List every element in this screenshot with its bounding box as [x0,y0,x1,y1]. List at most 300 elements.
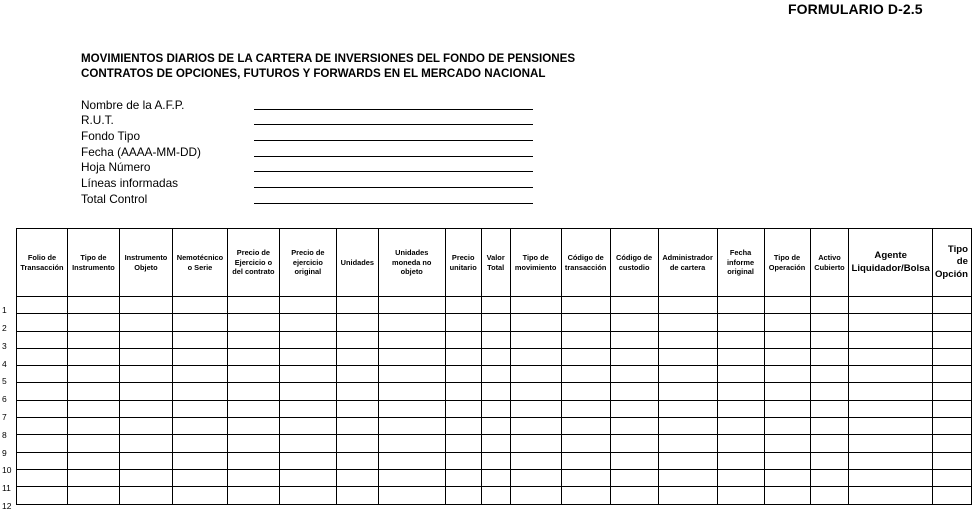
table-cell[interactable] [764,452,810,469]
table-cell[interactable] [227,348,279,365]
row-number: 7 [2,412,7,423]
table-cell[interactable] [510,452,561,469]
table-cell[interactable] [810,435,849,452]
column-header: Precio unitario [445,229,481,297]
table-cell[interactable] [849,418,932,435]
table-cell[interactable] [336,314,378,331]
table-cell[interactable] [279,469,336,486]
column-header: Tipo de movimiento [510,229,561,297]
table-cell[interactable] [67,348,119,365]
table-cell[interactable] [810,297,849,314]
table-cell[interactable] [336,297,378,314]
table-cell[interactable] [610,435,658,452]
column-header: Nemotécnico o Serie [172,229,227,297]
column-header: Folio de Transacción [17,229,68,297]
table-cell[interactable] [227,400,279,417]
table-cell[interactable] [810,314,849,331]
row-number: 11 [2,483,11,494]
table-cell[interactable] [510,400,561,417]
table-cell[interactable] [610,348,658,365]
field-blank-line[interactable] [254,124,533,125]
table-cell[interactable] [336,452,378,469]
table-cell[interactable] [17,314,68,331]
table-cell[interactable] [119,418,172,435]
table-cell[interactable] [378,418,445,435]
row-number: 4 [2,358,7,369]
table-cell[interactable] [932,418,971,435]
table-cell[interactable] [717,487,764,504]
table-cell[interactable] [378,331,445,348]
table-cell[interactable] [445,297,481,314]
field-blank-line[interactable] [254,156,533,157]
table-cell[interactable] [17,469,68,486]
field-label: R.U.T. [81,113,114,128]
table-cell[interactable] [279,366,336,383]
header-fields [81,96,541,206]
table-cell[interactable] [445,366,481,383]
table-cell[interactable] [561,383,610,400]
table-cell[interactable] [172,400,227,417]
table-cell[interactable] [67,314,119,331]
table-cell[interactable] [119,314,172,331]
table-cell[interactable] [658,418,717,435]
table-cell[interactable] [17,400,68,417]
table-cell[interactable] [378,487,445,504]
table-cell[interactable] [445,435,481,452]
table-cell[interactable] [510,469,561,486]
table-cell[interactable] [172,435,227,452]
table-cell[interactable] [849,452,932,469]
table-cell[interactable] [658,487,717,504]
row-number: 5 [2,376,7,387]
table-cell[interactable] [717,452,764,469]
row-number: 10 [2,465,12,476]
field-fondo-tipo [81,127,541,143]
table-row [17,452,972,469]
table-cell[interactable] [172,418,227,435]
table-cell[interactable] [610,452,658,469]
field-rut [81,112,541,128]
table-cell[interactable] [810,452,849,469]
table-cell[interactable] [932,348,971,365]
table-cell[interactable] [445,418,481,435]
table-cell[interactable] [849,469,932,486]
table-cell[interactable] [279,383,336,400]
column-header: Código de transacción [561,229,610,297]
table-cell[interactable] [717,348,764,365]
table-cell[interactable] [510,297,561,314]
table-cell[interactable] [172,314,227,331]
table-cell[interactable] [378,297,445,314]
field-label: Líneas informadas [81,176,179,191]
table-cell[interactable] [658,435,717,452]
table-cell[interactable] [932,366,971,383]
table-cell[interactable] [849,487,932,504]
column-header: Administrador de cartera [658,229,717,297]
table-cell[interactable] [561,487,610,504]
table-cell[interactable] [610,418,658,435]
table-cell[interactable] [119,435,172,452]
table-cell[interactable] [510,366,561,383]
table-row [17,418,972,435]
table-cell[interactable] [481,435,510,452]
table-cell[interactable] [849,383,932,400]
table-cell[interactable] [658,366,717,383]
field-total-control [81,190,541,206]
table-cell[interactable] [172,297,227,314]
table-cell[interactable] [849,400,932,417]
table-cell[interactable] [510,487,561,504]
row-number: 6 [2,394,7,405]
table-cell[interactable] [932,331,971,348]
table-cell[interactable] [717,435,764,452]
column-header: Precio de Ejercicio o del contrato [227,229,279,297]
table-cell[interactable] [717,469,764,486]
table-cell[interactable] [279,314,336,331]
table-cell[interactable] [561,435,610,452]
table-cell[interactable] [481,297,510,314]
row-number: 12 [2,501,12,512]
table-cell[interactable] [510,348,561,365]
table-cell[interactable] [172,469,227,486]
table-cell[interactable] [67,366,119,383]
table-cell[interactable] [67,487,119,504]
table-cell[interactable] [932,314,971,331]
row-number: 1 [2,305,7,316]
table-cell[interactable] [610,487,658,504]
table-cell[interactable] [561,469,610,486]
table-cell[interactable] [561,348,610,365]
field-blank-line[interactable] [254,171,533,172]
table-cell[interactable] [658,297,717,314]
table-cell[interactable] [445,487,481,504]
table-cell[interactable] [810,348,849,365]
column-header: Fecha informe original [717,229,764,297]
table-cell[interactable] [481,383,510,400]
table-row [17,487,972,504]
column-header: Precio de ejercicio original [279,229,336,297]
row-number: 9 [2,447,7,458]
table-cell[interactable] [378,383,445,400]
table-cell[interactable] [717,383,764,400]
table-cell[interactable] [336,383,378,400]
table-cell[interactable] [227,331,279,348]
table-cell[interactable] [610,331,658,348]
table-cell[interactable] [67,331,119,348]
table-cell[interactable] [445,314,481,331]
field-blank-line[interactable] [254,187,533,188]
movements-table [16,228,972,505]
table-cell[interactable] [810,366,849,383]
table-cell[interactable] [336,400,378,417]
row-numbers [2,298,16,512]
table-cell[interactable] [658,469,717,486]
table-cell[interactable] [481,314,510,331]
table-row [17,331,972,348]
table-cell[interactable] [279,331,336,348]
table-cell[interactable] [610,314,658,331]
table-cell[interactable] [561,418,610,435]
column-header: Tipo de Opción [932,229,971,297]
table-cell[interactable] [17,348,68,365]
column-header: Unidades [336,229,378,297]
table-row [17,297,972,314]
table-cell[interactable] [810,487,849,504]
table-cell[interactable] [227,435,279,452]
table-cell[interactable] [561,331,610,348]
table-cell[interactable] [932,400,971,417]
table-cell[interactable] [764,487,810,504]
table-row [17,400,972,417]
field-label: Fecha (AAAA-MM-DD) [81,144,201,159]
table-cell[interactable] [764,366,810,383]
table-cell[interactable] [378,366,445,383]
table-cell[interactable] [17,435,68,452]
field-blank-line[interactable] [254,109,533,110]
table-cell[interactable] [279,297,336,314]
table-cell[interactable] [481,469,510,486]
table-row [17,383,972,400]
form-code: FORMULARIO D-2.5 [788,1,923,17]
table-cell[interactable] [67,383,119,400]
table-cell[interactable] [810,400,849,417]
table-cell[interactable] [810,331,849,348]
table-cell[interactable] [764,314,810,331]
table-cell[interactable] [810,383,849,400]
table-cell[interactable] [172,383,227,400]
table-cell[interactable] [932,469,971,486]
table-row [17,469,972,486]
table-cell[interactable] [172,366,227,383]
table-cell[interactable] [481,418,510,435]
field-blank-line[interactable] [254,140,533,141]
table-cell[interactable] [378,314,445,331]
table-cell[interactable] [849,366,932,383]
table-cell[interactable] [67,452,119,469]
table-cell[interactable] [717,297,764,314]
row-number: 3 [2,340,7,351]
table-cell[interactable] [67,418,119,435]
table-cell[interactable] [227,383,279,400]
table-cell[interactable] [227,297,279,314]
column-header: Activo Cubierto [810,229,849,297]
table-cell[interactable] [336,418,378,435]
table-cell[interactable] [658,348,717,365]
table-cell[interactable] [67,469,119,486]
field-label: Hoja Número [81,160,151,175]
table-cell[interactable] [227,487,279,504]
table-cell[interactable] [445,452,481,469]
table-cell[interactable] [17,366,68,383]
table-cell[interactable] [764,469,810,486]
table-cell[interactable] [336,348,378,365]
table-cell[interactable] [849,314,932,331]
field-fecha [81,143,541,159]
table-cell[interactable] [717,314,764,331]
table-cell[interactable] [279,435,336,452]
table-cell[interactable] [810,418,849,435]
table-cell[interactable] [445,348,481,365]
table-cell[interactable] [510,435,561,452]
table-cell[interactable] [658,331,717,348]
field-label: Nombre de la A.F.P. [81,97,185,112]
table-cell[interactable] [717,331,764,348]
table-cell[interactable] [279,400,336,417]
table-cell[interactable] [17,452,68,469]
table-row [17,314,972,331]
table-cell[interactable] [932,297,971,314]
table-cell[interactable] [610,400,658,417]
table-cell[interactable] [227,314,279,331]
column-header: Valor Total [481,229,510,297]
table-cell[interactable] [932,452,971,469]
table-cell[interactable] [17,418,68,435]
table-cell[interactable] [378,400,445,417]
table-cell[interactable] [445,400,481,417]
table-cell[interactable] [658,383,717,400]
row-number: 2 [2,323,7,334]
table-header-row [17,229,972,297]
table-cell[interactable] [119,400,172,417]
table-cell[interactable] [378,452,445,469]
table-cell[interactable] [17,331,68,348]
table-cell[interactable] [764,435,810,452]
table-cell[interactable] [717,366,764,383]
table-cell[interactable] [119,487,172,504]
table-cell[interactable] [378,469,445,486]
table-cell[interactable] [849,348,932,365]
table-cell[interactable] [279,348,336,365]
table-cell[interactable] [378,348,445,365]
table-cell[interactable] [336,469,378,486]
form-title [81,51,575,81]
table-cell[interactable] [279,418,336,435]
table-cell[interactable] [764,331,810,348]
table-cell[interactable] [172,452,227,469]
field-lineas-informadas [81,174,541,190]
table-cell[interactable] [119,383,172,400]
table-cell[interactable] [481,452,510,469]
table-cell[interactable] [561,314,610,331]
table-cell[interactable] [764,418,810,435]
table-cell[interactable] [17,383,68,400]
form-title-line-2: CONTRATOS DE OPCIONES, FUTUROS Y FORWARDS EN EL MERCADO NACIONAL [81,67,546,80]
table-cell[interactable] [510,331,561,348]
table-cell[interactable] [17,487,68,504]
table-cell[interactable] [172,348,227,365]
table-cell[interactable] [610,469,658,486]
table-cell[interactable] [510,314,561,331]
table-cell[interactable] [932,487,971,504]
row-number: 8 [2,429,7,440]
table-cell[interactable] [510,383,561,400]
table-cell[interactable] [658,452,717,469]
table-row [17,348,972,365]
table-cell[interactable] [172,331,227,348]
table-row [17,366,972,383]
table-cell[interactable] [17,297,68,314]
table-cell[interactable] [119,469,172,486]
table-cell[interactable] [227,469,279,486]
table-cell[interactable] [279,487,336,504]
table-cell[interactable] [445,383,481,400]
column-header: Código de custodio [610,229,658,297]
table-cell[interactable] [67,297,119,314]
table-cell[interactable] [610,383,658,400]
table-cell[interactable] [227,366,279,383]
table-cell[interactable] [119,348,172,365]
table-cell[interactable] [764,348,810,365]
table-cell[interactable] [849,331,932,348]
table-cell[interactable] [481,400,510,417]
table-cell[interactable] [119,297,172,314]
table-cell[interactable] [227,452,279,469]
table-cell[interactable] [279,452,336,469]
table-cell[interactable] [764,400,810,417]
table-cell[interactable] [119,452,172,469]
table-cell[interactable] [610,366,658,383]
table-cell[interactable] [764,383,810,400]
table-cell[interactable] [849,297,932,314]
column-header: Tipo de Instrumento [67,229,119,297]
field-label: Total Control [81,191,148,206]
table-cell[interactable] [336,331,378,348]
column-header: Instrumento Objeto [119,229,172,297]
table-cell[interactable] [445,331,481,348]
field-afp-name [81,96,541,112]
table-cell[interactable] [67,400,119,417]
table-cell[interactable] [336,366,378,383]
table-cell[interactable] [481,366,510,383]
table-cell[interactable] [67,435,119,452]
table-cell[interactable] [610,297,658,314]
table-cell[interactable] [717,400,764,417]
table-row [17,435,972,452]
table-cell[interactable] [481,487,510,504]
column-header: Agente Liquidador/Bolsa [849,229,932,297]
field-hoja-numero [81,159,541,175]
table-cell[interactable] [227,418,279,435]
table-cell[interactable] [445,469,481,486]
table-cell[interactable] [561,366,610,383]
table-cell[interactable] [336,435,378,452]
table-cell[interactable] [561,452,610,469]
table-cell[interactable] [510,418,561,435]
table-cell[interactable] [717,418,764,435]
table-cell[interactable] [932,435,971,452]
table-cell[interactable] [658,314,717,331]
table-cell[interactable] [119,366,172,383]
table-cell[interactable] [932,383,971,400]
table-cell[interactable] [378,435,445,452]
table-cell[interactable] [810,469,849,486]
column-header: Tipo de Operación [764,229,810,297]
form-title-line-1: MOVIMIENTOS DIARIOS DE LA CARTERA DE INVERSIONES DEL FONDO DE PENSIONES [81,52,576,65]
table-cell[interactable] [172,487,227,504]
field-blank-line[interactable] [254,203,533,204]
table-cell[interactable] [481,331,510,348]
table-cell[interactable] [561,400,610,417]
table-cell[interactable] [481,348,510,365]
table-cell[interactable] [849,435,932,452]
table-cell[interactable] [764,297,810,314]
table-cell[interactable] [336,487,378,504]
column-header: Unidades moneda no objeto [378,229,445,297]
table-cell[interactable] [561,297,610,314]
table-cell[interactable] [119,331,172,348]
table-cell[interactable] [658,400,717,417]
field-label: Fondo Tipo [81,129,141,144]
